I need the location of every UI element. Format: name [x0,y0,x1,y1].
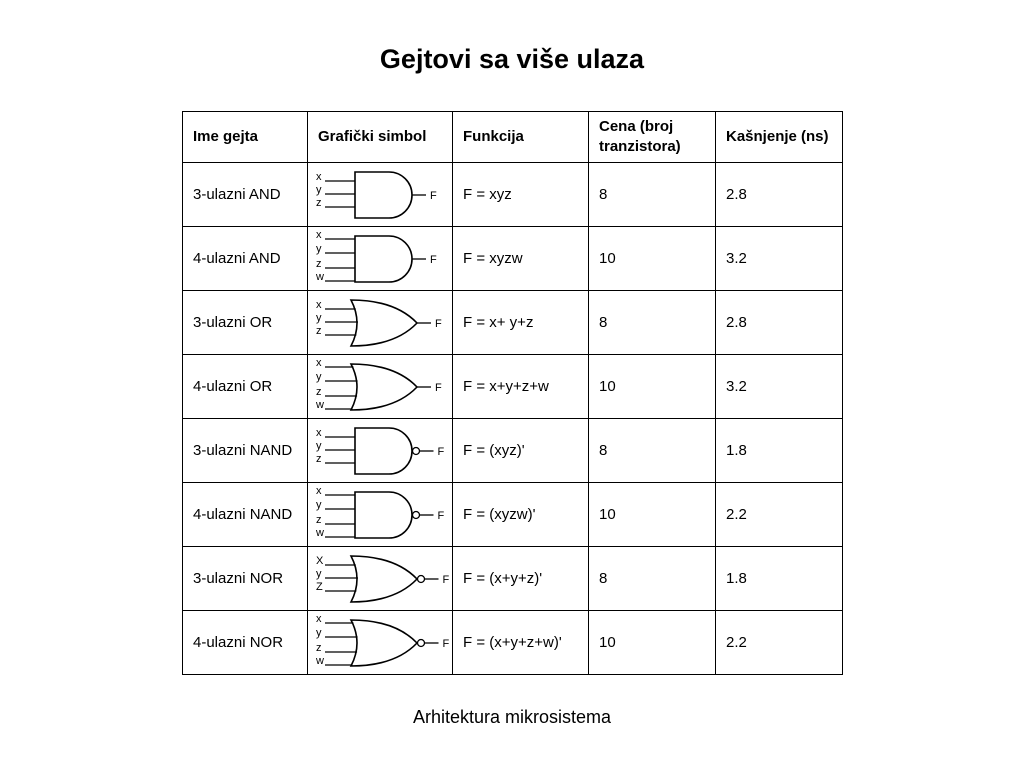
cell-cost: 10 [589,227,716,291]
gate-body [351,556,417,602]
cell-gate-name: 4-ulazni NOR [183,611,308,675]
cell-graphic-symbol [308,611,453,675]
input-label: y [316,626,322,639]
input-label: y [316,183,322,196]
cell-function: F = (x+y+z+w)' [453,611,589,675]
cell-delay: 2.8 [716,163,843,227]
or-gate-icon [315,358,445,416]
input-label: x [316,170,322,183]
header-function: Funkcija [453,112,589,163]
table-row [183,163,843,227]
input-label: z [316,452,322,465]
input-label: y [316,311,322,324]
nand-gate-icon [315,422,445,480]
cell-function: F = x+y+z+w [453,355,589,419]
cell-graphic-symbol [308,419,453,483]
cell-function: F = (x+y+z)' [453,547,589,611]
cell-graphic-symbol [308,227,453,291]
input-label: y [316,370,322,383]
input-label: w [316,526,324,539]
slide-title: Gejtovi sa više ulaza [379,44,645,74]
output-label: F [437,509,445,522]
cell-gate-name: 4-ulazni AND [183,227,308,291]
cell-delay: 2.2 [716,611,843,675]
gates-table [182,111,843,675]
table-row [183,355,843,419]
input-label: x [316,484,322,497]
table-row [183,483,843,547]
cell-cost: 10 [589,355,716,419]
gate-body [351,364,417,410]
input-label: x [316,356,322,369]
cell-gate-name: 3-ulazni AND [183,163,308,227]
input-label: z [316,385,322,398]
cell-gate-name: 3-ulazni NOR [183,547,308,611]
cell-gate-name: 3-ulazni OR [183,291,308,355]
output-label: F [437,445,445,458]
input-label: z [316,324,322,337]
cell-graphic-symbol [308,547,453,611]
cell-function: F = (xyzw)' [453,483,589,547]
input-label: y [316,242,322,255]
or-gate-icon [315,294,445,352]
input-label: x [316,612,322,625]
cell-cost: 8 [589,291,716,355]
cell-gate-name: 3-ulazni NAND [183,419,308,483]
nor-gate-icon [315,550,450,608]
input-label: x [316,426,322,439]
output-label: F [442,573,450,586]
inversion-bubble [418,575,425,582]
and-gate-icon [315,230,445,288]
input-label: w [316,654,324,667]
cell-cost: 8 [589,547,716,611]
input-label: z [316,641,322,654]
input-label: w [316,270,324,283]
cell-cost: 8 [589,163,716,227]
header-delay: Kašnjenje (ns) [716,112,843,163]
input-label: x [316,228,322,241]
table-body [183,163,843,675]
output-label: F [435,381,442,394]
input-label: z [316,196,322,209]
input-label: y [316,567,322,580]
table-row [183,547,843,611]
input-label: y [316,439,322,452]
cell-delay: 1.8 [716,547,843,611]
output-label: F [435,317,442,330]
cell-graphic-symbol [308,355,453,419]
output-label: F [442,637,450,650]
table-row [183,611,843,675]
cell-delay: 3.2 [716,355,843,419]
cell-graphic-symbol [308,483,453,547]
nand-gate-icon [315,486,445,544]
inversion-bubble [413,511,420,518]
gate-body [351,620,417,666]
cell-delay: 3.2 [716,227,843,291]
table-row [183,419,843,483]
input-label: y [316,498,322,511]
inversion-bubble [418,639,425,646]
cell-delay: 2.8 [716,291,843,355]
table-header-row [183,112,843,163]
cell-graphic-symbol [308,291,453,355]
cell-cost: 10 [589,483,716,547]
cell-graphic-symbol [308,163,453,227]
cell-delay: 1.8 [716,419,843,483]
input-label: w [316,398,324,411]
header-cost: Cena (broj tranzistora) [589,112,716,163]
cell-cost: 8 [589,419,716,483]
gate-body [355,236,412,282]
table-row [183,227,843,291]
inversion-bubble [413,447,420,454]
cell-function: F = xyzw [453,227,589,291]
and-gate-icon [315,166,445,224]
cell-delay: 2.2 [716,483,843,547]
input-label: X [316,554,324,567]
cell-function: F = x+ y+z [453,291,589,355]
cell-function: F = (xyz)' [453,419,589,483]
output-label: F [430,253,437,266]
output-label: F [430,189,437,202]
cell-function: F = xyz [453,163,589,227]
cell-gate-name: 4-ulazni OR [183,355,308,419]
gate-body [351,300,417,346]
cell-cost: 10 [589,611,716,675]
slide-footer: Arhitektura mikrosistema [412,707,612,727]
input-label: z [316,513,322,526]
table-row [183,291,843,355]
header-gate-name: Ime gejta [183,112,308,163]
input-label: x [316,298,322,311]
header-graphic-symbol: Grafički simbol [308,112,453,163]
input-label: Z [316,580,323,593]
gate-body [355,428,412,474]
nor-gate-icon [315,612,450,672]
gate-body [355,492,412,538]
input-label: z [316,257,322,270]
cell-gate-name: 4-ulazni NAND [183,483,308,547]
gate-body [355,172,412,218]
